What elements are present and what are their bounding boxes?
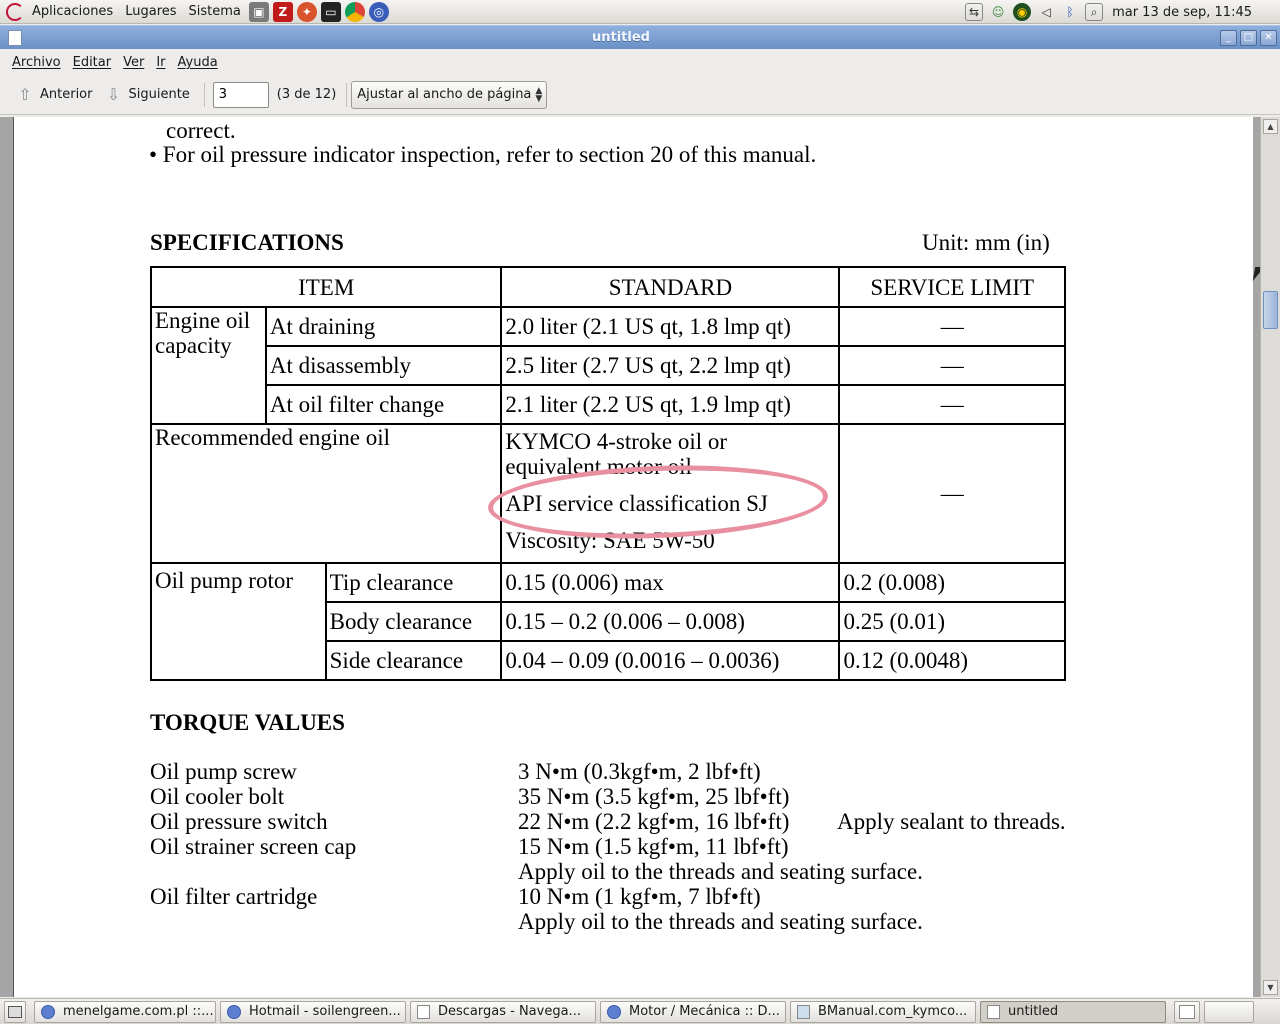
menu-ayuda[interactable]: Ayuda (177, 54, 218, 70)
task-label: Hotmail - soilengreen... (249, 1004, 401, 1019)
browser-icon (227, 1005, 241, 1019)
workspace-switcher[interactable] (1204, 1001, 1254, 1023)
scroll-thumb[interactable] (1263, 291, 1278, 329)
screenshot-launcher-icon[interactable]: ▣ (249, 2, 269, 22)
close-button[interactable]: ✕ (1260, 30, 1277, 46)
top-panel (0, 0, 1280, 24)
document-icon (987, 1005, 1000, 1019)
toolbar-separator (346, 83, 347, 107)
workspace-icon (1179, 1005, 1195, 1019)
torque-value: 35 N•m (3.5 kgf•m, 25 lbf•ft) (518, 784, 790, 809)
previous-page-button[interactable] (10, 79, 98, 111)
table-cell-standard: 0.15 – 0.2 (0.006 – 0.008) (501, 602, 839, 641)
zoom-select[interactable] (351, 81, 547, 109)
window-title: untitled (592, 30, 650, 45)
volume-icon[interactable]: ◁ (1041, 5, 1051, 19)
network-icon[interactable]: ⇆ (965, 3, 983, 21)
oil-line: KYMCO 4-stroke oil or (505, 429, 728, 454)
document-icon (8, 30, 22, 46)
document-view[interactable] (0, 117, 1280, 997)
table-cell-standard: 2.1 liter (2.2 US qt, 1.9 lmp qt) (501, 385, 839, 424)
scroll-down-icon[interactable]: ▼ (1263, 980, 1278, 995)
task-label: Descargas - Navega... (438, 1004, 581, 1019)
system-tray (962, 0, 1280, 24)
document-page (13, 117, 1253, 997)
table-cell-item: Body clearance (326, 602, 502, 641)
header-item: ITEM (151, 267, 501, 307)
table-cell-limit: 0.12 (0.0048) (839, 641, 1065, 680)
task-button[interactable] (34, 1001, 216, 1023)
terminal-launcher-icon[interactable]: ▭ (321, 2, 341, 22)
table-cell-limit: 0.25 (0.01) (839, 602, 1065, 641)
show-desktop-button[interactable] (4, 1001, 26, 1023)
torque-value: 22 N•m (2.2 kgf•m, 16 lbf•ft) (518, 809, 790, 834)
menu-ver[interactable]: Ver (123, 54, 145, 70)
bluetooth-icon[interactable]: ᛒ (1066, 5, 1074, 19)
chrome-launcher-icon[interactable] (345, 2, 365, 22)
page-number-input[interactable] (213, 82, 269, 108)
debian-logo-icon[interactable] (6, 3, 24, 21)
task-button-active[interactable] (980, 1001, 1166, 1023)
arrow-down-icon: ⇩ (106, 85, 121, 104)
engine-oil-capacity-label: Engine oil capacity (151, 307, 266, 424)
filezilla-launcher-icon[interactable]: Z (273, 2, 293, 22)
oil-line: Viscosity: SAE 5W-50 (505, 528, 715, 553)
minimize-button[interactable]: _ (1220, 30, 1237, 46)
unit-label: Unit: mm (in) (922, 230, 1050, 255)
header-standard: STANDARD (501, 267, 839, 307)
header-service-limit: SERVICE LIMIT (839, 267, 1065, 307)
task-button[interactable] (410, 1001, 596, 1023)
zoom-label: Ajustar al ancho de página (357, 87, 532, 102)
oil-line: equivalent motor oil (505, 454, 692, 479)
task-label: untitled (1008, 1004, 1059, 1019)
torque-note: Apply sealant to threads. (837, 809, 1066, 834)
menu-editar[interactable]: Editar (72, 54, 112, 70)
updown-arrows-icon: ▲ ▼ (535, 85, 543, 104)
taskbar (0, 998, 1280, 1024)
table-cell-item: At draining (266, 307, 502, 346)
oil-pump-rotor-label: Oil pump rotor (151, 563, 326, 680)
table-cell-limit: — (839, 424, 1065, 563)
torque-value: 3 N•m (0.3kgf•m, 2 lbf•ft) (518, 759, 761, 784)
table-cell-item: At oil filter change (266, 385, 502, 424)
torque-value: 15 N•m (1.5 kgf•m, 11 lbf•ft) (518, 834, 789, 859)
torque-value: 10 N•m (1 kgf•m, 7 lbf•ft) (518, 884, 761, 909)
torque-name: Oil cooler bolt (150, 784, 285, 809)
maximize-button[interactable]: □ (1240, 30, 1257, 46)
task-button[interactable] (790, 1001, 976, 1023)
browser-icon (607, 1005, 621, 1019)
task-label: menelgame.com.pl ::... (63, 1004, 214, 1019)
next-label: Siguiente (128, 87, 190, 102)
table-cell-item: At disassembly (266, 346, 502, 385)
text-line-correct: correct. (166, 118, 236, 143)
window-titlebar[interactable] (0, 25, 1280, 49)
toolbar-separator (204, 83, 205, 107)
table-cell-limit: — (839, 307, 1065, 346)
table-cell-standard: 0.04 – 0.09 (0.0016 – 0.0036) (501, 641, 839, 680)
table-cell-item: Side clearance (326, 641, 502, 680)
table-cell-limit: 0.2 (0.008) (839, 563, 1065, 602)
table-cell-standard: 0.15 (0.006) max (501, 563, 839, 602)
task-label: Motor / Mecánica :: D... (629, 1004, 780, 1019)
torque-name: Oil pressure switch (150, 809, 328, 834)
table-cell-standard: 2.0 liter (2.1 US qt, 1.8 lmp qt) (501, 307, 839, 346)
torque-values-title: TORQUE VALUES (150, 710, 345, 735)
desktop-icon (8, 1006, 22, 1018)
previous-label: Anterior (40, 87, 93, 102)
table-cell-limit: — (839, 385, 1065, 424)
page-count: (3 de 12) (276, 87, 337, 102)
oil-line-api: API service classification SJ (505, 491, 768, 516)
table-cell-item: Tip clearance (326, 563, 502, 602)
menu-sistema[interactable]: Sistema (188, 3, 241, 19)
table-cell-standard: 2.5 liter (2.7 US qt, 2.2 lmp qt) (501, 346, 839, 385)
browser-icon (41, 1005, 55, 1019)
menu-ir[interactable]: Ir (156, 54, 166, 70)
torque-name: Oil filter cartridge (150, 884, 318, 909)
menu-aplicaciones[interactable]: Aplicaciones (32, 3, 114, 19)
search-icon[interactable]: ⌕ (1085, 3, 1103, 21)
browser-launcher-icon[interactable]: ◎ (369, 2, 389, 22)
torque-value: Apply oil to the threads and seating surface. (518, 859, 923, 884)
update-icon[interactable]: ◉ (1013, 3, 1031, 21)
folder-icon (417, 1005, 430, 1019)
document-icon (797, 1005, 810, 1019)
flame-launcher-icon[interactable]: ✦ (297, 2, 317, 22)
task-button[interactable] (600, 1001, 786, 1023)
menu-lugares[interactable]: Lugares (125, 3, 177, 19)
torque-name: Oil pump screw (150, 759, 297, 784)
menu-archivo[interactable]: Archivo (12, 54, 61, 70)
toolbar (0, 75, 1280, 115)
next-page-button[interactable] (98, 79, 195, 111)
scroll-up-icon[interactable]: ▲ (1263, 119, 1278, 134)
messenger-icon[interactable]: ☺ (991, 5, 1005, 19)
specifications-title: SPECIFICATIONS (150, 230, 344, 255)
torque-name: Oil strainer screen cap (150, 834, 357, 859)
workspace-switcher[interactable] (1174, 1001, 1200, 1023)
task-label: BManual.com_kymco... (818, 1004, 968, 1019)
arrow-up-icon: ⇧ (18, 85, 32, 104)
menubar (0, 50, 1280, 74)
torque-value: Apply oil to the threads and seating surface. (518, 909, 923, 934)
table-cell-limit: — (839, 346, 1065, 385)
recommended-engine-oil-label: Recommended engine oil (151, 424, 501, 563)
clock[interactable]: mar 13 de sep, 11:45 (1112, 4, 1252, 20)
vertical-scrollbar[interactable] (1260, 117, 1280, 997)
bullet-text: • For oil pressure indicator inspection, refer to section 20 of this manual. (149, 142, 817, 167)
task-button[interactable] (220, 1001, 406, 1023)
